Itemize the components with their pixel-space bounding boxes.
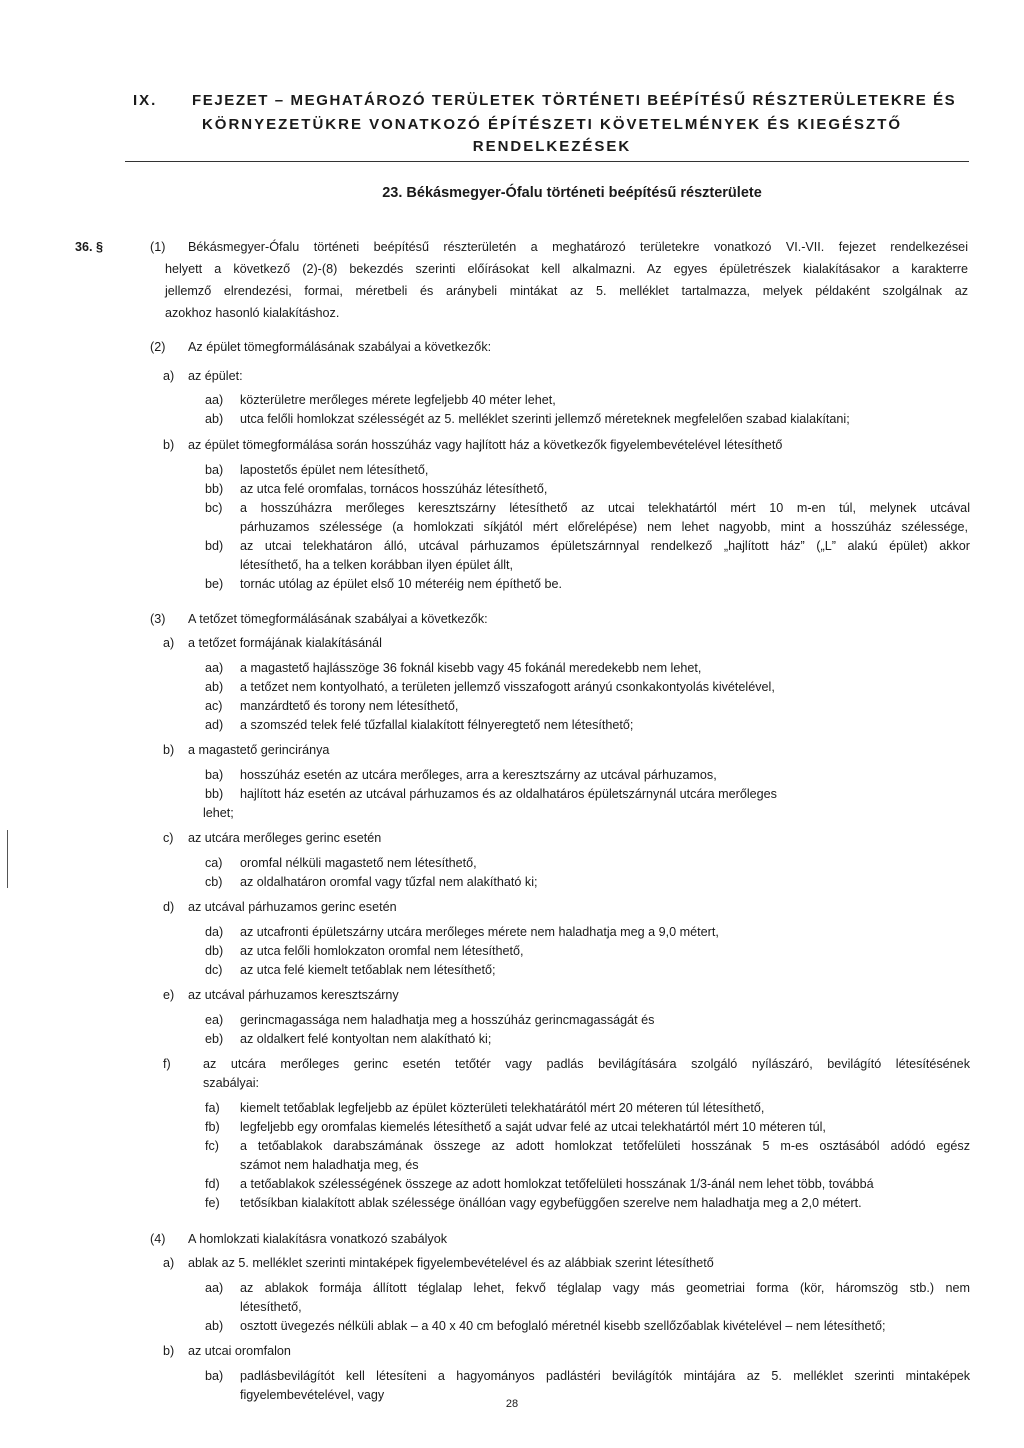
text-line: padlásbevilágítót kell létesíteni a hagyományos padlástéri bevilágítók mintájára az 5. melléklet szerinti mintaképek: [240, 1369, 970, 1383]
text-line: az utca felé oromfalas, tornácos hosszúház létesíthető,: [240, 482, 548, 496]
text-line: fc): [205, 1139, 219, 1153]
text-line: a): [163, 369, 175, 383]
text-line: ea): [205, 1013, 224, 1027]
section-title: 23. Békásmegyer-Ófalu történeti beépítésű részterülete: [382, 185, 762, 201]
text-line: e): [163, 988, 175, 1002]
text-line: ab): [205, 412, 224, 426]
text-line: közterületre merőleges mérete legfeljebb 40 méter lehet,: [240, 393, 556, 407]
text-line: a tetőablakok darabszámának összege az adott homlokzat tetőfelületi hosszának 5 m-es osztásából adódó egész: [240, 1139, 970, 1153]
text-line: a magastető hajlásszöge 36 foknál kisebb vagy 45 fokánál meredekebb nem lehet,: [240, 661, 702, 675]
text-line: az ablakok formája állított téglalap lehet, fekvő téglalap vagy más geometriai forma (kör, háromszög stb.) nem: [240, 1281, 970, 1295]
text-line: utca felőli homlokzat szélességét az 5. melléklet szerinti jellemző méreteknek megfelelően szabad kialakítani;: [240, 412, 850, 426]
text-line: az utcai oromfalon: [188, 1344, 291, 1358]
text-line: fa): [205, 1101, 220, 1115]
text-line: cb): [205, 875, 223, 889]
text-line: létesíthető, ha a telken korábban ilyen épület állt,: [240, 558, 514, 572]
text-line: a hosszúházra merőleges keresztszárny létesíthető az utcai telekhatártól mért 10 m-en túl, melynek utcával: [240, 501, 970, 515]
text-line: ba): [205, 1369, 224, 1383]
text-line: A tetőzet tömegformálásának szabályai a következők:: [188, 612, 488, 626]
text-line: bb): [205, 482, 224, 496]
text-line: bc): [205, 501, 223, 515]
text-line: tornác utólag az épület első 10 méteréig nem építhető be.: [240, 577, 563, 591]
text-line: legfeljebb egy oromfalas kiemelés létesíthető a saját udvar felé az utcai telekhatártól mért 10 méteren túl,: [240, 1120, 826, 1134]
text-line: a szomszéd telek felé tűzfallal kialakított félnyeregtető nem létesíthető;: [240, 718, 634, 732]
text-line: párhuzamos szélessége (a homlokzati síkjától mért előrelépése) nem lehet nagyobb, mint a hosszúház szélessége,: [240, 520, 968, 534]
chapter-number: IX.: [133, 92, 158, 109]
text-line: fb): [205, 1120, 220, 1134]
text-line: a magastető gerinciránya: [188, 743, 330, 757]
text-line: b): [163, 438, 175, 452]
text-line: d): [163, 900, 175, 914]
text-line: a): [163, 636, 175, 650]
text-line: ac): [205, 699, 223, 713]
text-line: számot nem haladhatja meg, és: [240, 1158, 419, 1172]
chapter-title-line-1: FEJEZET – MEGHATÁROZÓ TERÜLETEK TÖRTÉNETI BEÉPÍTÉSŰ RÉSZTERÜLETEKRE ÉS: [192, 92, 957, 109]
body-line: jellemző elrendezési, formai, méretbeli és aránybeli mintákat az 5. melléklet tartalmazza, melyek példaként szolgálnak az: [165, 284, 968, 298]
margin-mark: [7, 830, 8, 888]
text-line: aa): [205, 393, 224, 407]
text-line: hajlított ház esetén az utcával párhuzamos és az oldalhatáros épületszárnynál utcára merőleges: [240, 787, 777, 801]
body-line: azokhoz hasonló kialakításhoz.: [165, 306, 340, 320]
text-line: a tetőzet formájának kialakításánál: [188, 636, 382, 650]
text-line: az utcával párhuzamos gerinc esetén: [188, 900, 397, 914]
text-line: ab): [205, 680, 224, 694]
text-line: c): [163, 831, 174, 845]
text-line: az utcával párhuzamos keresztszárny: [188, 988, 399, 1002]
text-line: (4): [150, 1232, 166, 1246]
text-line: f): [163, 1057, 171, 1071]
chapter-title-line-3: RENDELKEZÉSEK: [472, 138, 632, 155]
text-line: az utcafronti épületszárny utcára merőleges mérete nem haladhatja meg a 9,0 métert,: [240, 925, 719, 939]
text-line: fd): [205, 1177, 220, 1191]
text-line: figyelembevételével, vagy: [240, 1388, 385, 1402]
text-line: az utcai telekhatáron álló, utcával párhuzamos épületszárnnyal rendelkező „hajlított ház” („L” alakú épület) akkor: [240, 539, 970, 553]
text-line: eb): [205, 1032, 224, 1046]
text-line: ba): [205, 768, 224, 782]
text-line: fe): [205, 1196, 220, 1210]
chapter-title-line-2: KÖRNYEZETÜKRE VONATKOZÓ ÉPÍTÉSZETI KÖVETELMÉNYEK ÉS KIEGÉSZTŐ: [201, 116, 903, 133]
text-line: az épület:: [188, 369, 243, 383]
text-line: A homlokzati kialakításra vonatkozó szabályok: [188, 1232, 448, 1246]
text-line: gerincmagassága nem haladhatja meg a hosszúház gerincmagasságát és: [240, 1013, 655, 1027]
text-line: Az épület tömegformálásának szabályai a következők:: [188, 340, 492, 354]
text-line: oromfal nélküli magastető nem létesíthető,: [240, 856, 477, 870]
text-line: az utcára merőleges gerinc esetén tetőtér vagy padlás bevilágítására szolgáló nyílászáró, bevilágító létesítésének: [203, 1057, 970, 1071]
text-line: a tetőablakok szélességének összege az adott homlokzat tetőfelületi hosszának 1/3-ánál nem lehet több, továbbá: [240, 1177, 874, 1191]
text-line: az épület tömegformálása során hosszúház vagy hajlított ház a következők figyelembevételével létesíthető: [188, 438, 783, 452]
text-line: ablak az 5. melléklet szerinti mintaképek figyelembevételével és az alábbiak szerint létesíthető: [188, 1256, 714, 1270]
page-number: 28: [505, 1398, 519, 1410]
title-rule: [125, 161, 969, 162]
text-line: aa): [205, 1281, 224, 1295]
body-line: Békásmegyer-Ófalu történeti beépítésű részterületén a meghatározó területekre vonatkozó VI.-VII. fejezet rendelkezései: [188, 240, 968, 254]
text-line: az utca felé kiemelt tetőablak nem létesíthető;: [240, 963, 496, 977]
text-line: az utca felőli homlokzaton oromfal nem létesíthető,: [240, 944, 524, 958]
text-line: szabályai:: [203, 1076, 260, 1090]
text-line: db): [205, 944, 224, 958]
text-line: osztott üvegezés nélküli ablak – a 40 x 40 cm befoglaló méretnél kisebb szellőzőablak kivételével – nem létesíthető;: [240, 1319, 886, 1333]
text-line: hosszúház esetén az utcára merőleges, arra a keresztszárny az utcával párhuzamos,: [240, 768, 717, 782]
paragraph-number: 36. §: [75, 240, 104, 254]
text-line: bd): [205, 539, 224, 553]
text-line: lehet;: [203, 806, 234, 820]
body-line: helyett a következő (2)-(8) bekezdés szerinti előírásokat kell alkalmazni. Az egyes épületrészek kialakításakor a karakterre: [165, 262, 968, 276]
text-line: (3): [150, 612, 166, 626]
text-line: dc): [205, 963, 223, 977]
text-line: ca): [205, 856, 223, 870]
text-line: ba): [205, 463, 224, 477]
text-line: a tetőzet nem kontyolható, a területen jellemző visszafogott arányú csonkakontyolás kivételével,: [240, 680, 775, 694]
subsection-label: (1): [150, 240, 166, 254]
text-line: az oldalhatáron oromfal vagy tűzfal nem alakítható ki;: [240, 875, 538, 889]
text-line: tetősíkban kialakított ablak szélessége önállóan vagy egybefüggően szerelve nem haladhatja meg a 2,0 métert.: [240, 1196, 862, 1210]
text-line: az oldalkert felé kontyoltan nem alakítható ki;: [240, 1032, 492, 1046]
text-line: a): [163, 1256, 175, 1270]
text-line: (2): [150, 340, 166, 354]
text-line: manzárdtető és torony nem létesíthető,: [240, 699, 459, 713]
text-line: ad): [205, 718, 224, 732]
text-line: da): [205, 925, 224, 939]
text-line: b): [163, 1344, 175, 1358]
text-line: aa): [205, 661, 224, 675]
text-line: ab): [205, 1319, 224, 1333]
text-line: kiemelt tetőablak legfeljebb az épület közterületi telekhatárától mért 20 méteren túl létesíthető,: [240, 1101, 765, 1115]
text-line: b): [163, 743, 175, 757]
text-line: lapostetős épület nem létesíthető,: [240, 463, 429, 477]
text-line: be): [205, 577, 224, 591]
text-line: bb): [205, 787, 224, 801]
text-line: létesíthető,: [240, 1300, 302, 1314]
text-line: az utcára merőleges gerinc esetén: [188, 831, 382, 845]
